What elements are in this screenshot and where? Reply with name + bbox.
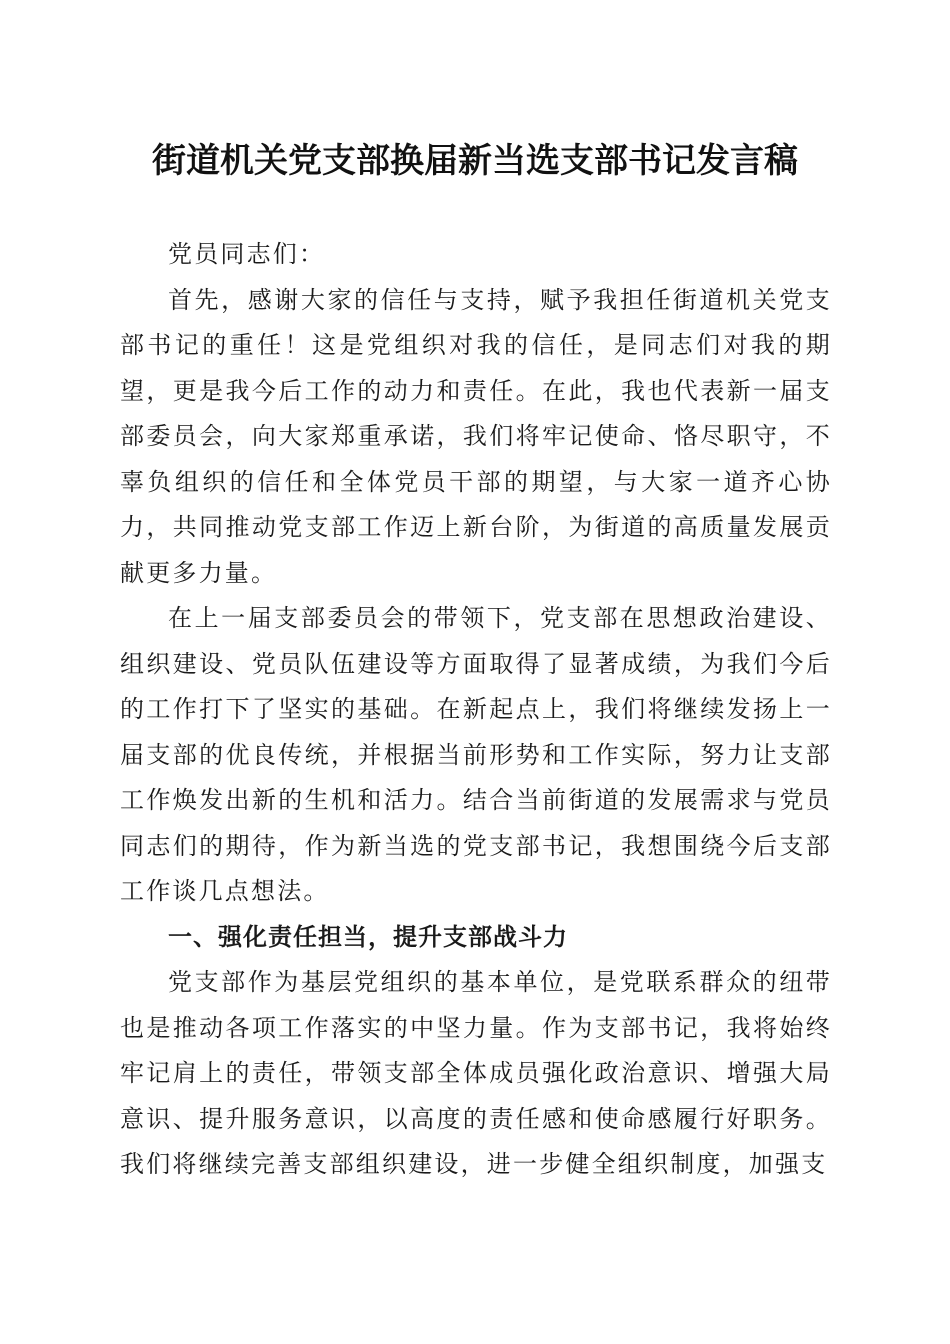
paragraph-achievements: 在上一届支部委员会的带领下，党支部在思想政治建设、组织建设、党员队伍建设等方面取得了显著成绩，为我们今后的工作打下了坚实的基础。在新起点上，我们将继续发扬上一届支部的优良传统，并根据当前形势和工作实际，努力让支部工作焕发出新的生机和活力。结合当前街道的发展需求与党员同志们的期待，作为新当选的党支部书记，我想围绕今后支部工作谈几点想法。 (120, 604, 832, 905)
salutation: 党员同志们： (168, 240, 326, 268)
document-title: 街道机关党支部换届新当选支部书记发言稿 (152, 141, 798, 181)
section-heading-1: 一、强化责任担当，提升支部战斗力 (168, 922, 568, 951)
paragraph-thanks: 首先，感谢大家的信任与支持，赋予我担任街道机关党支部书记的重任！这是党组织对我的信任，是同志们对我的期望，更是我今后工作的动力和责任。在此，我也代表新一届支部委员会，向大家郑重承诺，我们将牢记使命、恪尽职守，不辜负组织的信任和全体党员干部的期望，与大家一道齐心协力，共同推动党支部工作迈上新台阶，为街道的高质量发展贡献更多力量。 (120, 285, 832, 587)
document-body (120, 232, 832, 1188)
paragraph-responsibility: 党支部作为基层党组织的基本单位，是党联系群众的纽带也是推动各项工作落实的中坚力量。作为支部书记，我将始终牢记肩上的责任，带领支部全体成员强化政治意识、增强大局意识、提升服务意识，以高度的责任感和使命感履行好职务。我们将继续完善支部组织建设，进一步健全组织制度，加强支 (120, 968, 832, 1178)
